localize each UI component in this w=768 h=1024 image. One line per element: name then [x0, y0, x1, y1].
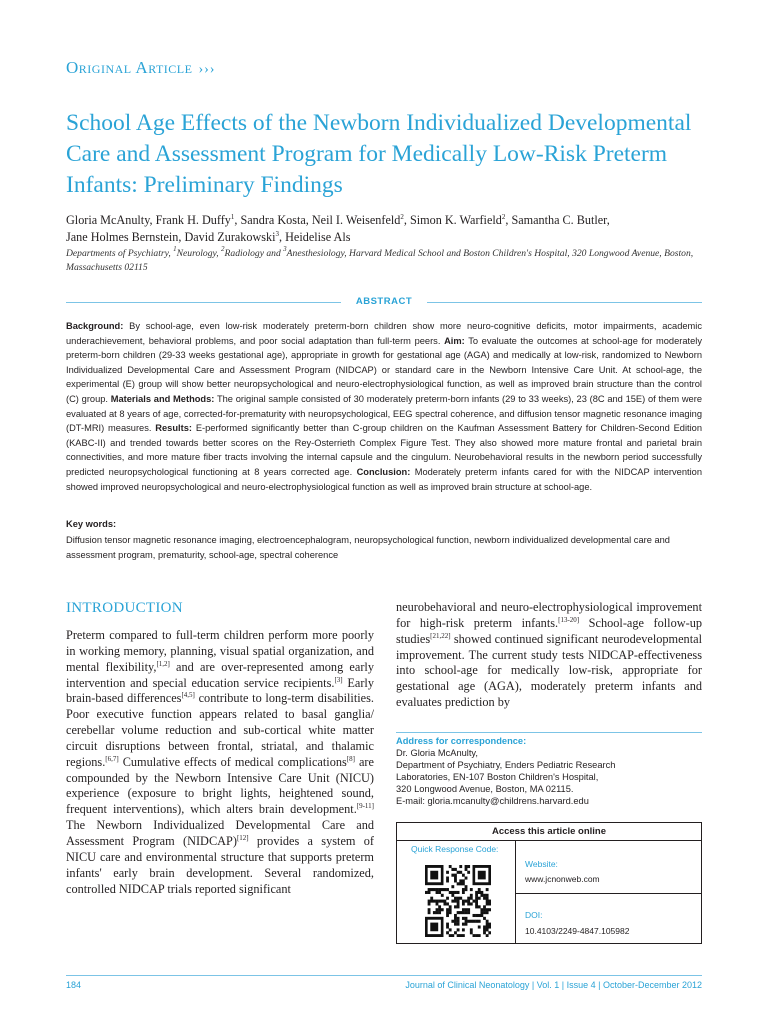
body-text: contribute to long-term disabilities. Poor executive function appears related to basal ganglia/ cerebellar volume reduction and sub-cortical white matter circuit disruptions between frontal, striatal, and thalamic regions. [66, 691, 374, 769]
correspondence-block [396, 732, 702, 807]
abstract-conclusion-label: Conclusion: [356, 466, 411, 477]
access-online-box [396, 822, 702, 944]
abstract-aim: To evaluate the outcomes at school-age for moderately preterm-born children (29-33 weeks gestational age), appropriate in growth for gestational age (AGA) and medically at low-risk, randomized to Newborn Individualized Developmental Care and Assessment Program (NIDCAP) or standard care in the Newborn Intensive Care Unit. At school-age, the experimental (E) group will show better neuropsychological and neuro-electrophysiological function, as well as improved brain structure than the control (C) group. [66, 335, 702, 404]
affiliation-text: Departments of Psychiatry, [66, 248, 174, 259]
citation-ref[interactable]: [21,22] [430, 631, 451, 640]
affiliation-sup: 2 [221, 245, 225, 253]
doi-label: DOI: [525, 910, 543, 920]
correspondence-heading: Address for correspondence: [396, 736, 527, 746]
abstract-methods: The original sample consisted of 30 moderately preterm-born infants (29 to 33 weeks), 23 (8C and 15E) of them were evaluated at 8 years of age, corrected-for-prematurity with neuropsychological, EEG spectral coherence, and diffusion tensor magnetic resonance imaging (DT-MRI) measures. [66, 393, 702, 434]
website-label: Website: [525, 859, 558, 869]
abstract-methods-label: Materials and Methods: [110, 393, 215, 404]
access-box-header: Access this article online [397, 823, 701, 841]
abstract-body [66, 319, 702, 494]
abstract-conclusion: Moderately preterm infants cared for with the NIDCAP intervention showed improved neuropsychological and neuro-electrophysiological function as well as improved brain structure at school-age. [66, 466, 702, 492]
author-name: David Zurakowski [184, 230, 276, 244]
page-number: 184 [66, 980, 82, 990]
citation-ref[interactable]: [8] [346, 754, 355, 763]
qr-code-icon[interactable] [425, 865, 491, 937]
journal-issue: | Vol. 1 | Issue 4 | October-December 2012 [529, 980, 702, 990]
correspondence-line: Dr. Gloria McAnulty, [396, 748, 478, 758]
author-list: Gloria McAnulty, Frank H. Duffy$^1$, Sandra Kosta, Neil I. Weisenfeld$^2$, Simon K. Warfield$^2$, Samantha C. Butler, Jane Holmes Bernstein, David Zurakowski$^3$, Heidelise Als [66, 213, 610, 244]
affiliation-sup: 3 [283, 245, 287, 253]
website-link[interactable]: www.jcnonweb.com [525, 874, 600, 884]
body-text: and are over-represented among early intervention and special education service recipients. [66, 659, 374, 690]
affiliation-text: Neurology, [176, 248, 222, 259]
correspondence-line: Department of Psychiatry, Enders Pediatric Research [396, 760, 616, 770]
keywords-heading: Key words: [66, 519, 117, 529]
author-name: Samantha C. Butler [511, 213, 607, 227]
intro-left-column [66, 628, 374, 897]
abstract-heading: ABSTRACT [355, 296, 413, 307]
correspondence-line: 320 Longwood Avenue, Boston, MA 02115. [396, 784, 574, 794]
body-text: School-age follow-up studies [396, 615, 703, 646]
author-affiliation-sup: 3 [275, 230, 280, 238]
abstract-divider [66, 296, 702, 307]
affiliation-sup: 1 [173, 245, 177, 253]
citation-ref[interactable]: [3] [334, 675, 343, 684]
body-text: Early brain-based differences [66, 675, 374, 706]
citation-ref[interactable]: [6,7] [105, 754, 119, 763]
chevron-icon: ››› [198, 62, 216, 77]
author-name: Simon K. Warfield [409, 213, 502, 227]
correspondence-email[interactable]: E-mail: gloria.mcanulty@childrens.harvard.edu [396, 796, 589, 806]
body-text: Preterm compared to full-term children perform more poorly in working memory, planning, visual spatial organization, and mental flexibility, [66, 628, 374, 674]
citation-ref[interactable]: [1,2] [156, 659, 170, 668]
introduction-heading: INTRODUCTION [66, 600, 183, 616]
author-name: Jane Holmes Bernstein [66, 230, 179, 244]
author-name: Heidelise Als [285, 230, 351, 244]
author-affiliation-sup: 2 [501, 213, 506, 221]
abstract-results: E-performed significantly better than C-group children on the Kaufman Assessment Battery for Children-Second Edition (KABC-II) and trended towards better scores on the Rey-Osterrieth Complex Figure Test. They also showed more mature frontal and parietal brain connectivities, and more mature fiber tracts involving the internal capsule and the cingulum. Neurobehavioral results in the newborn period successfully predicted neuropsychological functioning at 8 years corrected age. [66, 423, 702, 477]
body-text: provides a system of NICU care and environmental structure that supports preterm infants' early brain development. Several randomized, controlled NIDCAP trials reported significant [66, 833, 374, 896]
qr-column [397, 841, 516, 943]
abstract-aim-label: Aim: [444, 335, 465, 346]
author-name: Neil I. Weisenfeld [311, 213, 401, 227]
footer-journal [405, 980, 702, 990]
author-name: Gloria McAnulty [66, 213, 150, 227]
author-name: Sandra Kosta [240, 213, 306, 227]
body-text: The Newborn Individualized Developmental Care and Assessment Program (NIDCAP) [66, 818, 374, 848]
citation-ref[interactable]: [13-20] [558, 615, 580, 624]
abstract-background: By school-age, even low-risk moderately preterm-born children show more neuro-cognitive deficits, motor impairments, academic underachievement, behavioral problems, and poor social adaptation than full-term peers. [66, 321, 702, 346]
body-text: neurobehavioral and neuro-electrophysiological improvement for high-risk preterm infants. [396, 600, 702, 630]
affiliation-text: Radiology and [224, 248, 284, 259]
access-info [525, 841, 695, 943]
intro-paragraph [396, 600, 702, 711]
article-title: School Age Effects of the Newborn Individualized Developmental Care and Assessment Program for Medically Low-Risk Preterm Infants: Preliminary Findings [66, 110, 692, 198]
correspondence-line: Laboratories, EN-107 Boston Children's Hospital, [396, 772, 599, 782]
doi-link[interactable]: 10.4103/2249-4847.105982 [525, 926, 630, 936]
affiliation-text: Anesthesiology, Harvard Medical School and Boston Children's Hospital, 320 Longwood Avenue, Boston, Massachusetts 02115 [66, 248, 694, 273]
section-tag [66, 58, 215, 78]
abstract-results-label: Results: [155, 423, 192, 434]
body-text: showed continued significant neurodevelopmental improvement. The current study tests NIDCAP-effectiveness into school-age for medically low-risk, appropriate for gestational age (AGA), moderately preterm infants and evaluates prediction by [396, 631, 702, 710]
body-text: Cumulative effects of medical complications [118, 754, 347, 769]
affiliations [66, 247, 706, 275]
citation-ref[interactable]: [12] [236, 833, 249, 842]
citation-ref[interactable]: [4,5] [181, 691, 195, 700]
footer-divider [66, 975, 702, 976]
abstract-background-label: Background: [66, 321, 124, 331]
keywords-text: Diffusion tensor magnetic resonance imaging, electroencephalogram, neuropsychological function, newborn individualized developmental care and assessment program, prematurity, school-age, spectral coherence [66, 535, 670, 560]
section-tag-label: Original Article [66, 58, 193, 77]
divider-line [427, 302, 702, 303]
body-text: are compounded by the Newborn Intensive Care Unit (NICU) experience (exposure to bright lights, heightened sound, frequent interventions), which alters brain development. [66, 754, 374, 817]
intro-paragraph [66, 628, 374, 897]
author-affiliation-sup: 2 [400, 213, 404, 221]
citation-ref[interactable]: [9-11] [356, 802, 374, 811]
journal-name: Journal of Clinical Neonatology [405, 980, 530, 990]
qr-label: Quick Response Code: [411, 844, 499, 854]
author-affiliation-sup: 1 [230, 213, 235, 221]
author-name: Frank H. Duffy [155, 213, 231, 227]
intro-right-column [396, 600, 702, 711]
